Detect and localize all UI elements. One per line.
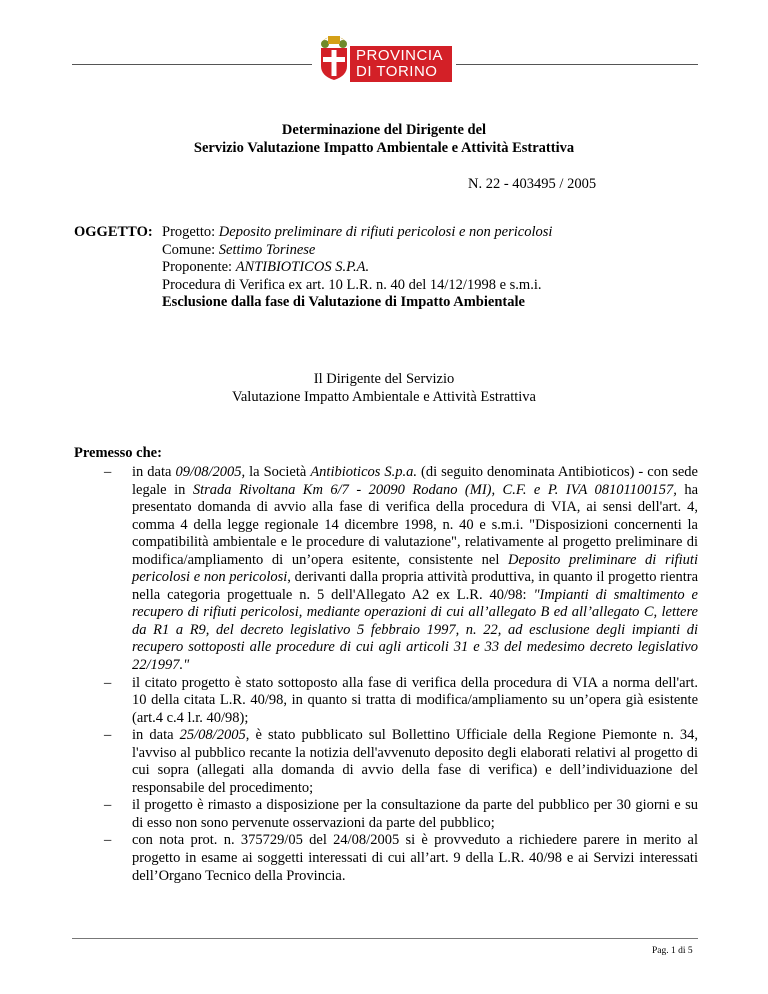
list-item: – in data 25/08/2005, è stato pubblicato sul Bollettino Ufficiale della Regione Piemonte n. 34, l'avviso al pubblico recante la notizia dell'avvenuto deposito degli elaborati relativi al progetto di cui sopra (allegati alla domanda di avvio della fase di verifica) e dell’individuazione del responsabile del procedimento; [104, 727, 699, 796]
proponente-value: ANTIBIOTICOS S.P.A. [235, 259, 370, 276]
list-item: – in data 09/08/2005, la Società Antibioticos S.p.a. (di seguito denominata Antibioticos) - con sede legale in Strada Rivoltana Km 6/7 - 20090 Rodano (MI), C.F. e P. IVA 08101100157, ha presentato domanda di avvio alla fase di verifica della procedura di VIA, ai sensi dell'art. 4, comma 4 della legge regionale 14 dicembre 1998, n. 40 e s.m.i. "Disposizioni concernenti la compatibilità ambientale e le procedure di valutazione", relativamente al progetto preliminare di modifica/ampliamento di un’opera esitente, consistente nel Deposito preliminare di rifiuti pericolosi e non pericolosi, derivanti dalla propria attività produttiva, in quanto il progetto rientra nella categoria progettuale n. 5 dell'Allegato A2 ex L.R. 40/98: "Impianti di smaltimento e recupero di rifiuti pericolosi, mediante operazioni di cui all’allegato B ed all’allegato C, lettere da R1 a R9, del decreto legislativo 5 febbraio 1997, n. 22, ad esclusione degli impianti di recupero sottoposti alle procedure di cui agli articoli 31 e 33 del medesimo decreto legislativo 22/1997." [104, 464, 699, 674]
oggetto-label: OGGETTO: [74, 224, 153, 240]
logo-text-line2: DI TORINO [356, 63, 438, 80]
premesso-list [74, 464, 698, 885]
dash-bullet: – [104, 674, 112, 691]
comune-label: Comune: [162, 241, 216, 258]
dash-bullet: – [104, 832, 112, 849]
page-number: Pag. 1 di 5 [652, 946, 693, 956]
oggetto-esclusione: Esclusione dalla fase di Valutazione di Impatto Ambientale [162, 294, 525, 311]
progetto-value: Deposito preliminare di rifiuti pericolosi e non pericolosi [218, 224, 553, 240]
logo-box [350, 46, 452, 82]
comune-value: Settimo Torinese [218, 241, 316, 258]
dash-bullet: – [104, 464, 112, 480]
dash-bullet: – [104, 727, 112, 744]
provincia-logo [316, 26, 452, 84]
oggetto-details [162, 224, 552, 312]
premesso-heading: Premesso che: [74, 445, 162, 461]
document-title-line2: Servizio Valutazione Impatto Ambientale e Attività Estrattiva [193, 140, 575, 156]
coat-of-arms-icon [316, 32, 352, 82]
progetto-label: Progetto: [162, 224, 216, 240]
document-title-line1: Determinazione del Dirigente del [281, 122, 487, 138]
logo-text-line1: PROVINCIA [356, 47, 444, 64]
dash-bullet: – [104, 797, 112, 814]
footer-rule [72, 938, 698, 939]
proponente-label: Proponente: [162, 259, 233, 276]
oggetto-proponente [162, 259, 552, 277]
header-rule-left [72, 64, 312, 65]
dirigente-line1: Il Dirigente del Servizio [313, 371, 455, 387]
list-item: – con nota prot. n. 375729/05 del 24/08/2005 si è provveduto a richiedere parere in merito al progetto in esame ai soggetti interessati di cui all’art. 9 della L.R. 40/98 e ai Servizi interessati dell’Organo Tecnico della Provincia. [104, 832, 698, 884]
oggetto-progetto [162, 224, 552, 242]
header-rule-right [456, 64, 698, 65]
list-item: – il progetto è rimasto a disposizione per la consultazione da parte del pubblico per 30 giorni e su di esso non sono pervenute osservazioni da parte del pubblico; [104, 797, 698, 831]
oggetto-procedura: Procedura di Verifica ex art. 10 L.R. n. 40 del 14/12/1998 e s.m.i. [162, 276, 542, 293]
dirigente-line2: Valutazione Impatto Ambientale e Attività Estrattiva [231, 389, 536, 405]
document-number: N. 22 - 403495 / 2005 [468, 176, 597, 192]
list-item: – il citato progetto è stato sottoposto alla fase di verifica della procedura di VIA a norma dell'art. 10 della citata L.R. 40/98, in quanto si tratta di modifica/ampliamento su un’opera già esistente (art.4 c.4 l.r. 40/98); [104, 674, 698, 726]
oggetto-comune [162, 242, 552, 260]
